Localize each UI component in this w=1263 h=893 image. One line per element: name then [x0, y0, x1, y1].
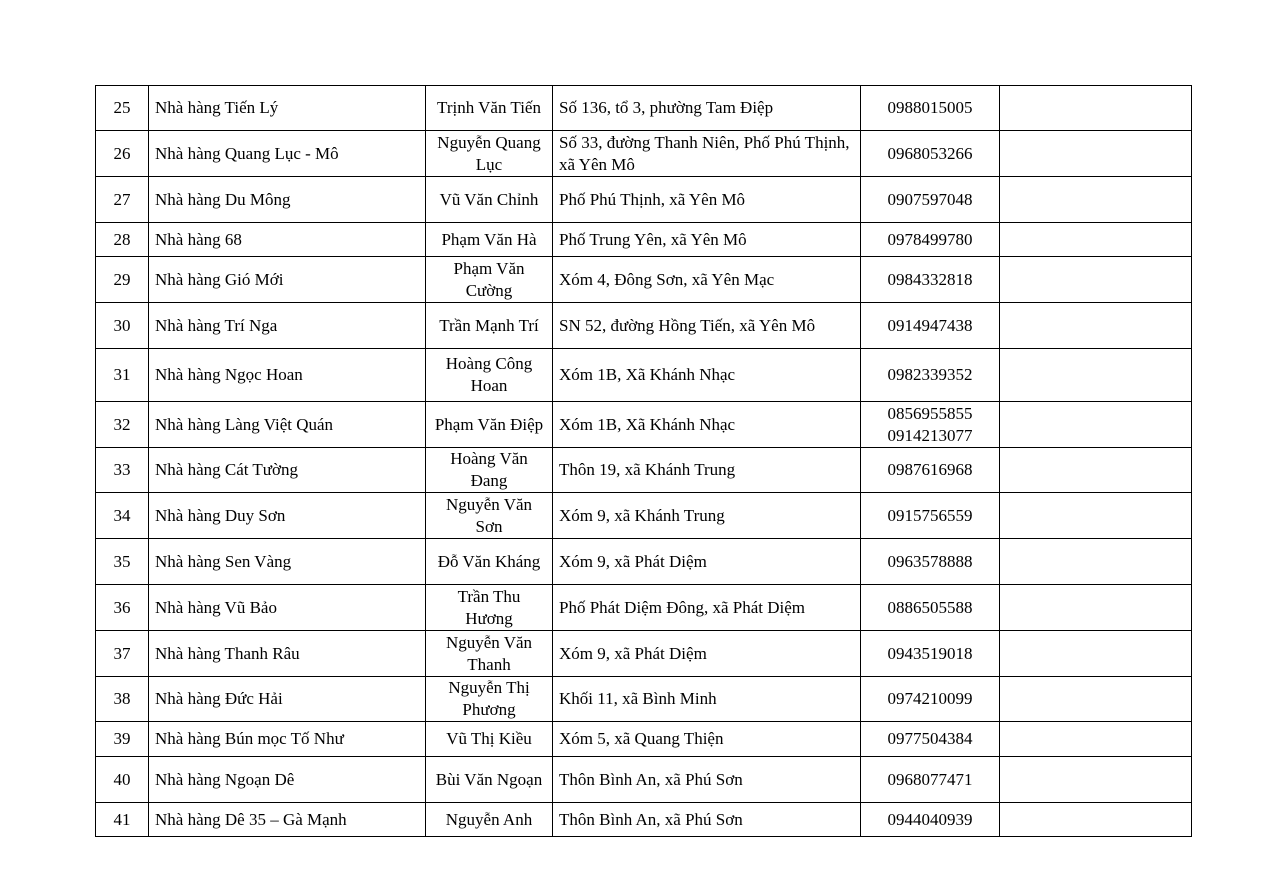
restaurant-name-cell: Nhà hàng Vũ Bảo [149, 585, 426, 631]
table-row [96, 677, 1192, 722]
row-number-cell: 34 [96, 493, 149, 539]
owner-name-cell: Phạm Văn Điệp [426, 402, 553, 448]
table-row [96, 803, 1192, 837]
phone-number: 0968053266 [887, 143, 973, 163]
note-cell [1000, 303, 1192, 349]
address-cell: Thôn Bình An, xã Phú Sơn [553, 803, 861, 837]
restaurant-name-cell: Nhà hàng Du Mông [149, 177, 426, 223]
note-cell [1000, 631, 1192, 677]
phone-cell [861, 402, 1000, 448]
restaurant-table [95, 85, 1192, 837]
address-cell: Thôn 19, xã Khánh Trung [553, 448, 861, 493]
row-number-cell: 37 [96, 631, 149, 677]
phone-cell [861, 585, 1000, 631]
table-row [96, 177, 1192, 223]
address-cell: Phố Trung Yên, xã Yên Mô [553, 223, 861, 257]
table-row [96, 448, 1192, 493]
phone-number: 0977504384 [887, 729, 973, 748]
restaurant-name-cell: Nhà hàng Dê 35 – Gà Mạnh [149, 803, 426, 837]
restaurant-name-cell: Nhà hàng Đức Hải [149, 677, 426, 722]
phone-number: 0914213077 [887, 425, 973, 445]
phone-cell [861, 631, 1000, 677]
restaurant-name-cell: Nhà hàng Duy Sơn [149, 493, 426, 539]
address-cell: Số 33, đường Thanh Niên, Phố Phú Thịnh, xã Yên Mô [553, 131, 861, 177]
phone-cell [861, 349, 1000, 402]
phone-cell [861, 493, 1000, 539]
address-cell: Xóm 1B, Xã Khánh Nhạc [553, 402, 861, 448]
phone-cell [861, 303, 1000, 349]
table-row [96, 722, 1192, 757]
table-row [96, 223, 1192, 257]
row-number-cell: 38 [96, 677, 149, 722]
phone-number: 0988015005 [887, 98, 973, 117]
table-row [96, 303, 1192, 349]
table-row [96, 631, 1192, 677]
owner-name-cell: Vũ Thị Kiều [426, 722, 553, 757]
row-number-cell: 25 [96, 86, 149, 131]
note-cell [1000, 585, 1192, 631]
table-row [96, 757, 1192, 803]
row-number-cell: 29 [96, 257, 149, 303]
row-number-cell: 26 [96, 131, 149, 177]
phone-number: 0968077471 [887, 769, 973, 789]
note-cell [1000, 86, 1192, 131]
owner-name-cell: Hoàng Công Hoan [426, 349, 553, 402]
address-cell: Xóm 9, xã Phát Diệm [553, 631, 861, 677]
row-number-cell: 30 [96, 303, 149, 349]
address-cell: SN 52, đường Hồng Tiến, xã Yên Mô [553, 303, 861, 349]
phone-cell [861, 86, 1000, 131]
note-cell [1000, 257, 1192, 303]
owner-name-cell: Bùi Văn Ngoạn [426, 757, 553, 803]
address-cell: Phố Phát Diệm Đông, xã Phát Diệm [553, 585, 861, 631]
phone-cell [861, 803, 1000, 837]
owner-name-cell: Phạm Văn Cường [426, 257, 553, 303]
phone-cell [861, 177, 1000, 223]
note-cell [1000, 757, 1192, 803]
address-cell: Xóm 9, xã Phát Diệm [553, 539, 861, 585]
restaurant-name-cell: Nhà hàng Ngọc Hoan [149, 349, 426, 402]
restaurant-name-cell: Nhà hàng 68 [149, 223, 426, 257]
table-row [96, 257, 1192, 303]
note-cell [1000, 177, 1192, 223]
phone-number: 0914947438 [887, 315, 973, 335]
owner-name-cell: Trần Mạnh Trí [426, 303, 553, 349]
phone-number: 0886505588 [887, 597, 973, 617]
address-cell: Thôn Bình An, xã Phú Sơn [553, 757, 861, 803]
note-cell [1000, 223, 1192, 257]
address-cell: Xóm 5, xã Quang Thiện [553, 722, 861, 757]
table-row [96, 539, 1192, 585]
phone-cell [861, 539, 1000, 585]
row-number-cell: 35 [96, 539, 149, 585]
phone-number: 0907597048 [887, 189, 973, 209]
address-cell: Xóm 9, xã Khánh Trung [553, 493, 861, 539]
table-body [96, 86, 1192, 837]
table-row [96, 493, 1192, 539]
note-cell [1000, 493, 1192, 539]
note-cell [1000, 539, 1192, 585]
restaurant-name-cell: Nhà hàng Tiến Lý [149, 86, 426, 131]
address-cell: Số 136, tổ 3, phường Tam Điệp [553, 86, 861, 131]
phone-cell [861, 722, 1000, 757]
owner-name-cell: Đỗ Văn Kháng [426, 539, 553, 585]
phone-cell [861, 677, 1000, 722]
phone-number: 0944040939 [887, 809, 973, 829]
restaurant-name-cell: Nhà hàng Bún mọc Tố Như [149, 722, 426, 757]
owner-name-cell: Hoàng Văn Đang [426, 448, 553, 493]
owner-name-cell: Trần Thu Hương [426, 585, 553, 631]
row-number-cell: 31 [96, 349, 149, 402]
phone-number: 0978499780 [887, 229, 973, 249]
row-number-cell: 27 [96, 177, 149, 223]
row-number-cell: 32 [96, 402, 149, 448]
phone-cell [861, 448, 1000, 493]
phone-number: 0856955855 [887, 403, 973, 423]
table-row [96, 131, 1192, 177]
address-cell: Xóm 4, Đông Sơn, xã Yên Mạc [553, 257, 861, 303]
address-cell: Xóm 1B, Xã Khánh Nhạc [553, 349, 861, 402]
row-number-cell: 33 [96, 448, 149, 493]
row-number-cell: 36 [96, 585, 149, 631]
table-row [96, 86, 1192, 131]
note-cell [1000, 677, 1192, 722]
row-number-cell: 40 [96, 757, 149, 803]
row-number-cell: 28 [96, 223, 149, 257]
phone-number: 0987616968 [887, 460, 973, 479]
restaurant-name-cell: Nhà hàng Thanh Râu [149, 631, 426, 677]
note-cell [1000, 349, 1192, 402]
phone-cell [861, 257, 1000, 303]
owner-name-cell: Nguyễn Anh [426, 803, 553, 837]
owner-name-cell: Nguyễn Văn Sơn [426, 493, 553, 539]
restaurant-name-cell: Nhà hàng Sen Vàng [149, 539, 426, 585]
row-number-cell: 39 [96, 722, 149, 757]
owner-name-cell: Phạm Văn Hà [426, 223, 553, 257]
owner-name-cell: Vũ Văn Chỉnh [426, 177, 553, 223]
note-cell [1000, 448, 1192, 493]
phone-cell [861, 223, 1000, 257]
restaurant-name-cell: Nhà hàng Trí Nga [149, 303, 426, 349]
phone-number: 0982339352 [887, 365, 973, 384]
restaurant-name-cell: Nhà hàng Gió Mới [149, 257, 426, 303]
phone-number: 0974210099 [887, 689, 973, 708]
table-row [96, 402, 1192, 448]
restaurant-name-cell: Nhà hàng Cát Tường [149, 448, 426, 493]
row-number-cell: 41 [96, 803, 149, 837]
phone-number: 0915756559 [887, 505, 973, 525]
note-cell [1000, 131, 1192, 177]
note-cell [1000, 722, 1192, 757]
phone-cell [861, 757, 1000, 803]
phone-cell [861, 131, 1000, 177]
restaurant-name-cell: Nhà hàng Ngoạn Dê [149, 757, 426, 803]
address-cell: Khối 11, xã Bình Minh [553, 677, 861, 722]
restaurant-name-cell: Nhà hàng Quang Lục - Mô [149, 131, 426, 177]
owner-name-cell: Trịnh Văn Tiến [426, 86, 553, 131]
note-cell [1000, 402, 1192, 448]
phone-number: 0984332818 [887, 269, 973, 289]
note-cell [1000, 803, 1192, 837]
restaurant-name-cell: Nhà hàng Làng Việt Quán [149, 402, 426, 448]
phone-number: 0963578888 [887, 551, 973, 571]
owner-name-cell: Nguyễn Thị Phương [426, 677, 553, 722]
table-row [96, 349, 1192, 402]
owner-name-cell: Nguyễn Quang Lục [426, 131, 553, 177]
table-row [96, 585, 1192, 631]
owner-name-cell: Nguyễn Văn Thanh [426, 631, 553, 677]
address-cell: Phố Phú Thịnh, xã Yên Mô [553, 177, 861, 223]
phone-number: 0943519018 [887, 643, 973, 663]
